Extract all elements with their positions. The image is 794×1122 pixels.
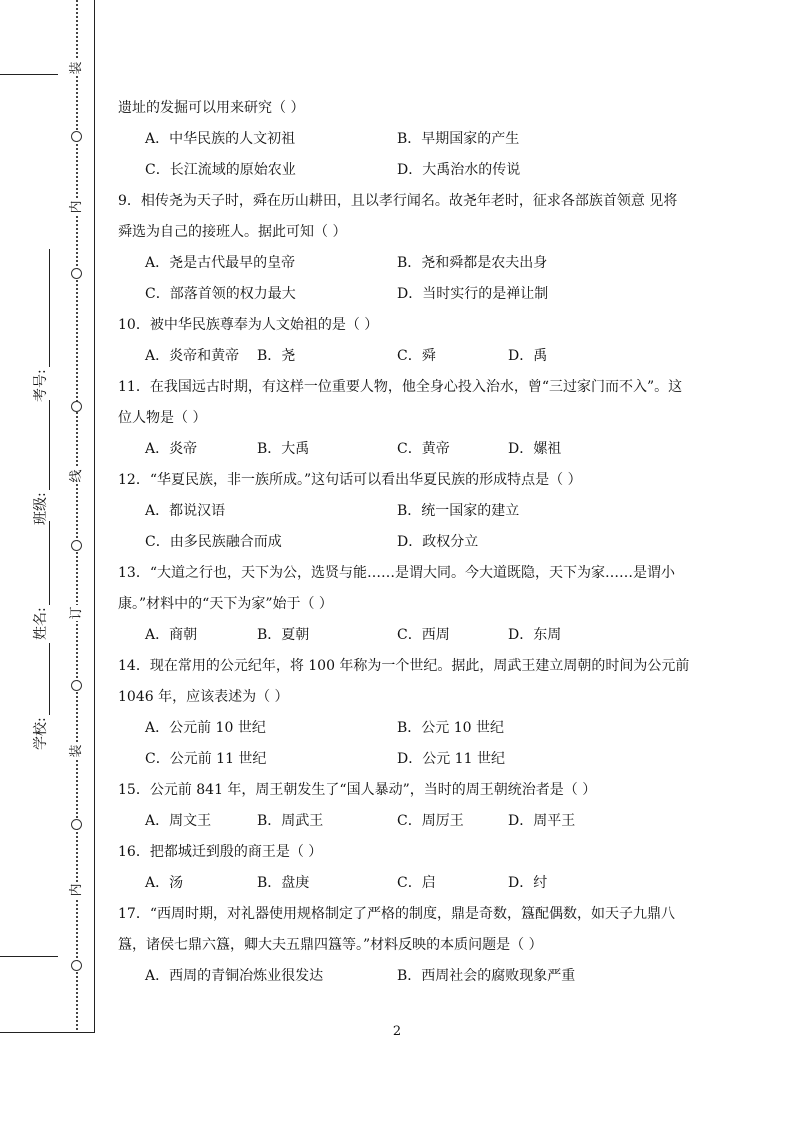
answer-option[interactable]: A．周文王 xyxy=(145,813,212,829)
answer-option[interactable]: D．纣 xyxy=(508,875,548,891)
answer-option[interactable]: B．早期国家的产生 xyxy=(397,131,520,147)
answer-option[interactable]: C．黄帝 xyxy=(397,441,450,457)
seal-circle xyxy=(71,960,82,971)
question-stem: 1046 年，应该表述为（ ） xyxy=(118,689,289,705)
question-stem: 11．在我国远古时期，有这样一位重要人物，他全身心投入治水，曾“三过家门而不入”。这 xyxy=(118,379,683,395)
answer-option[interactable]: A．中华民族的人文初祖 xyxy=(145,131,296,147)
answer-option[interactable]: D．嫘祖 xyxy=(508,441,562,457)
answer-option[interactable]: D．禹 xyxy=(508,348,548,364)
answer-option[interactable]: B．公元 10 世纪 xyxy=(397,720,505,736)
seal-circle xyxy=(71,401,82,412)
question-stem: 簋，诸侯七鼎六簋，卿大夫五鼎四簋等。”材料反映的本质问题是（ ） xyxy=(118,937,543,953)
question-stem: 遗址的发掘可以用来研究（ ） xyxy=(118,100,305,116)
seal-circle xyxy=(71,819,82,830)
answer-option[interactable]: D．大禹治水的传说 xyxy=(397,162,521,178)
answer-option[interactable]: C．部落首领的权力最大 xyxy=(145,286,296,302)
answer-option[interactable]: B．盘庚 xyxy=(257,875,310,891)
answer-option[interactable]: B．统一国家的建立 xyxy=(397,503,520,519)
binding-divider xyxy=(0,74,58,75)
question-stem: 9．相传尧为天子时，舜在历山耕田，且以孝行闻名。故尧年老时，征求各部族首领意 见将 xyxy=(118,193,678,209)
answer-option[interactable]: A．都说汉语 xyxy=(145,503,226,519)
school-label: 学校: xyxy=(33,717,49,750)
answer-option[interactable]: B．尧 xyxy=(257,348,296,364)
answer-option[interactable]: D．周平王 xyxy=(508,813,576,829)
answer-option[interactable]: A．商朝 xyxy=(145,627,198,643)
exam-number-field[interactable] xyxy=(30,249,50,402)
seal-circle xyxy=(71,268,82,279)
seal-circle xyxy=(71,540,82,551)
answer-option[interactable]: A．西周的青铜冶炼业很发达 xyxy=(145,968,324,984)
class-label: 班级: xyxy=(33,492,49,525)
answer-option[interactable]: A．汤 xyxy=(145,875,184,891)
binding-divider xyxy=(0,956,58,957)
question-stem: 位人物是（ ） xyxy=(118,410,207,426)
answer-option[interactable]: C．西周 xyxy=(397,627,450,643)
answer-option[interactable]: C．公元前 11 世纪 xyxy=(145,751,267,767)
seal-char-xian: 线 xyxy=(69,469,84,483)
answer-option[interactable]: A．炎帝和黄帝 xyxy=(145,348,240,364)
seal-char-nei: 内 xyxy=(69,883,84,897)
answer-option[interactable]: B．周武王 xyxy=(257,813,324,829)
answer-option[interactable]: B．尧和舜都是农夫出身 xyxy=(397,255,548,271)
seal-char-ding: 订 xyxy=(69,606,84,620)
question-stem: 13．“大道之行也，天下为公，选贤与能……是谓大同。今大道既隐，天下为家……是谓小 xyxy=(118,565,675,581)
question-stem: 15．公元前 841 年，周王朝发生了“国人暴动”，当时的周王朝统治者是（ ） xyxy=(118,782,597,798)
question-stem: 16．把都城迁到殷的商王是（ ） xyxy=(118,844,323,860)
exam-number-label: 考号: xyxy=(33,369,49,402)
name-label: 姓名: xyxy=(33,607,49,640)
answer-option[interactable]: C．长江流域的原始农业 xyxy=(145,162,296,178)
answer-option[interactable]: D．政权分立 xyxy=(397,534,479,550)
answer-option[interactable]: B．夏朝 xyxy=(257,627,310,643)
answer-option[interactable]: B．西周社会的腐败现象严重 xyxy=(397,968,576,984)
seal-circle xyxy=(71,131,82,142)
seal-line xyxy=(76,0,78,1030)
question-stem: 12．“华夏民族，非一族所成。”这句话可以看出华夏民族的形成特点是（ ） xyxy=(118,472,582,488)
seal-char-zhuang: 装 xyxy=(69,744,84,758)
question-stem: 康。”材料中的“天下为家”始于（ ） xyxy=(118,596,333,612)
answer-option[interactable]: A．炎帝 xyxy=(145,441,198,457)
answer-option[interactable]: C．舜 xyxy=(397,348,436,364)
answer-option[interactable]: C．启 xyxy=(397,875,436,891)
page-number: 2 xyxy=(392,1024,402,1039)
school-field[interactable] xyxy=(30,643,50,750)
question-stem: 17．“西周时期，对礼器使用规格制定了严格的制度，鼎是奇数，簋配偶数，如天子九鼎八 xyxy=(118,906,675,922)
answer-option[interactable]: D．公元 11 世纪 xyxy=(397,751,505,767)
seal-char-zhuang: 装 xyxy=(69,61,84,75)
answer-option[interactable]: A．公元前 10 世纪 xyxy=(145,720,266,736)
answer-option[interactable]: C．由多民族融合而成 xyxy=(145,534,282,550)
answer-option[interactable]: D．当时实行的是禅让制 xyxy=(397,286,549,302)
answer-option[interactable]: D．东周 xyxy=(508,627,562,643)
answer-option[interactable]: C．周厉王 xyxy=(397,813,464,829)
binding-margin xyxy=(0,0,100,1040)
seal-circle xyxy=(71,680,82,691)
name-field[interactable] xyxy=(30,521,50,640)
class-field[interactable] xyxy=(30,400,50,525)
answer-option[interactable]: A．尧是古代最早的皇帝 xyxy=(145,255,296,271)
question-stem: 舜选为自己的接班人。据此可知（ ） xyxy=(118,224,347,240)
seal-char-nei: 内 xyxy=(69,200,84,214)
question-stem: 10．被中华民族尊奉为人文始祖的是（ ） xyxy=(118,317,379,333)
question-stem: 14．现在常用的公元纪年，将 100 年称为一个世纪。据此，周武王建立周朝的时间为公元前 xyxy=(118,658,690,674)
answer-option[interactable]: B．大禹 xyxy=(257,441,310,457)
